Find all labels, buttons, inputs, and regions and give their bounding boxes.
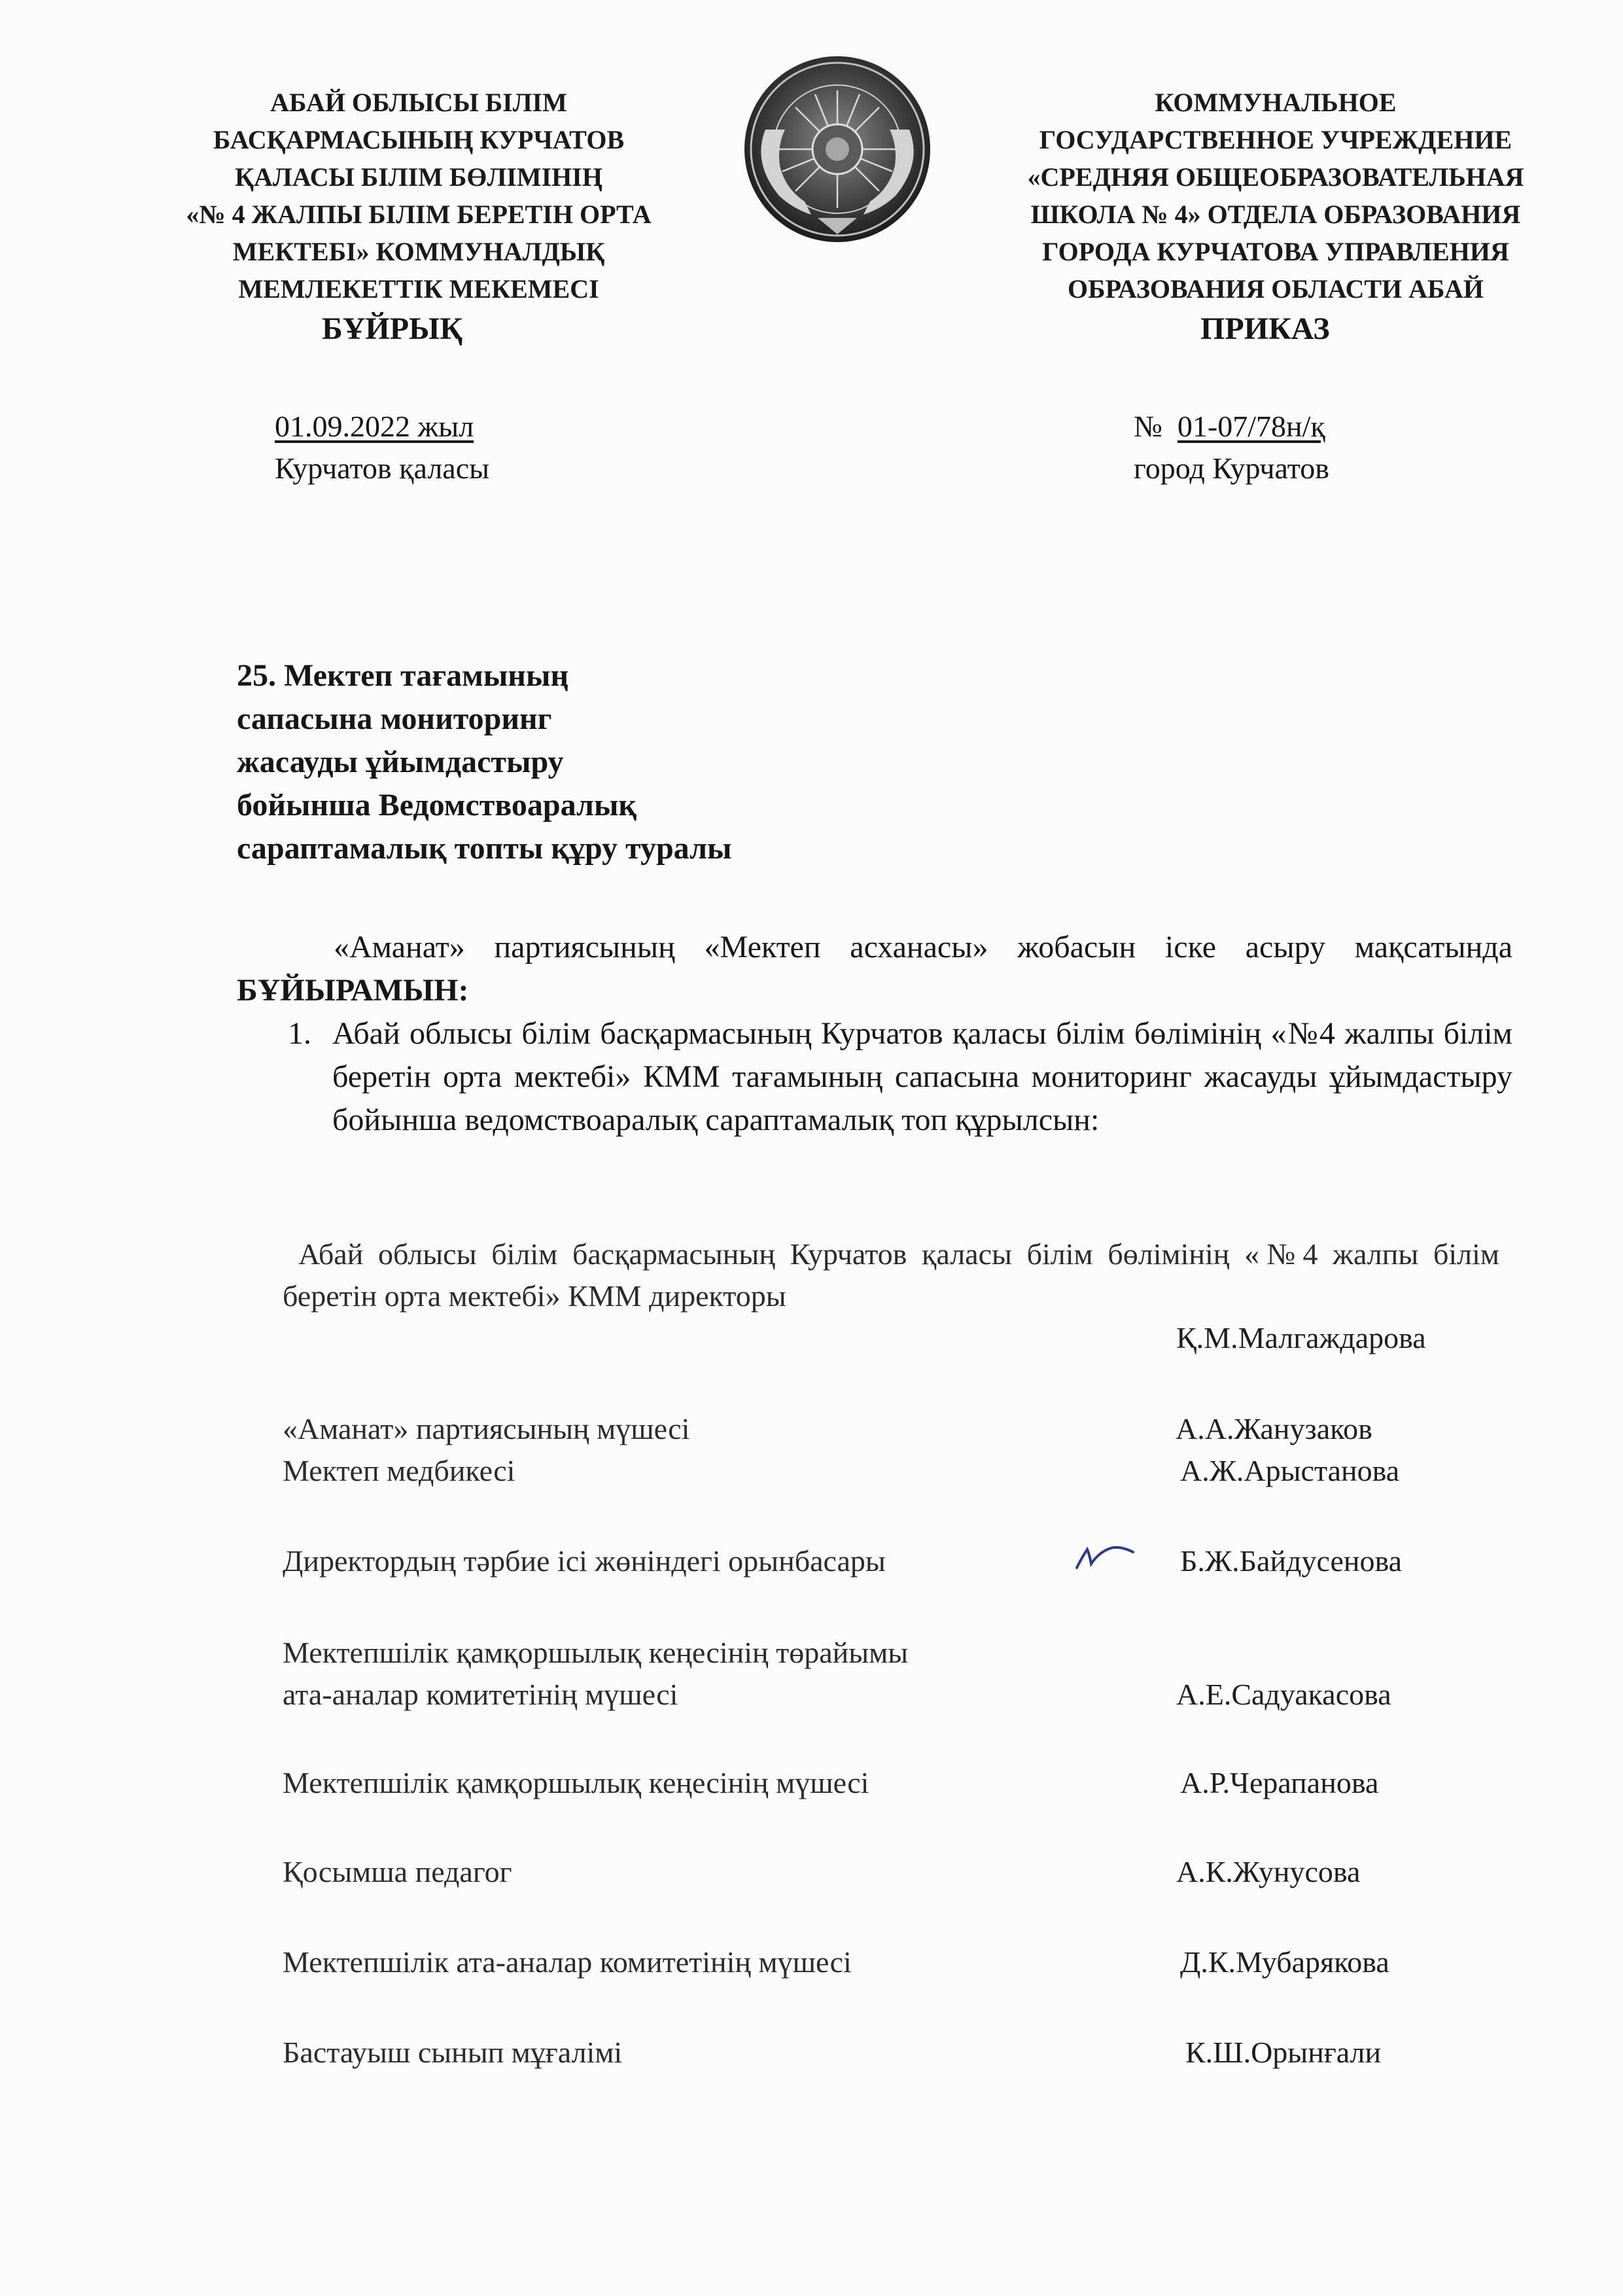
member-name: Қ.М.Малгаждарова: [1176, 1321, 1426, 1354]
member-position: Қосымша педагог: [283, 1855, 512, 1888]
intro-text: «Аманат» партиясының «Мектеп асханасы» жобасын іске асыру мақсатында: [334, 930, 1512, 964]
header-right-line: ШКОЛА № 4» ОТДЕЛА ОБРАЗОВАНИЯ: [1030, 200, 1521, 229]
header-left-line: ҚАЛАСЫ БІЛІМ БӨЛІМІНІҢ: [235, 162, 602, 192]
subject-line: 25. Мектеп тағамының: [237, 658, 569, 693]
doc-meta-right: [1134, 406, 1329, 489]
intro-order-word: БҰЙЫРАМЫН:: [237, 973, 469, 1008]
member-row: [283, 1450, 1512, 1492]
item-text: Абай облысы білім басқармасының Курчатов қаласы білім бөлімінің «№4 жалпы білім беретін орта мектебі» КММ тағамының сапасына мониторинг жасауды ұйымдастыру бойынша ведомствоаралық сараптамалық топ құрылсын:: [332, 1016, 1512, 1137]
member-row: [283, 1941, 1512, 1983]
order-subject: [237, 654, 731, 870]
member-row: [283, 1233, 1512, 1354]
member-name: А.А.Жанузаков: [1176, 1412, 1372, 1445]
intro-paragraph: [237, 926, 1512, 1012]
order-item-1: [288, 1012, 1512, 1142]
header-left-line: МЕКТЕБІ» КОММУНАЛДЫҚ: [232, 237, 605, 266]
member-position-text: Абай облысы білім басқармасының Курчатов қаласы білім бөлімінің «№4 жалпы білім беретін орта мектебі» КММ директоры: [283, 1237, 1499, 1313]
member-row: [283, 1408, 1512, 1450]
member-row: [283, 1540, 1512, 1582]
doc-number: 01-07/78н/қ: [1177, 410, 1325, 443]
member-position: [283, 1233, 1499, 1317]
doc-number-prefix: №: [1134, 410, 1162, 443]
header-right-line: ОБРАЗОВАНИЯ ОБЛАСТИ АБАЙ: [1068, 274, 1484, 304]
member-position-line1: Мектепшілік қамқоршылық кеңесінің төрайымы: [283, 1636, 909, 1669]
member-row: [283, 1851, 1512, 1893]
header-left-line: АБАЙ ОБЛЫСЫ БІЛІМ: [270, 88, 567, 117]
member-position: Директордың тәрбие ісі жөніндегі орынбасары: [283, 1544, 886, 1578]
member-name: А.Ж.Арыстанова: [1180, 1454, 1400, 1487]
member-name: А.Е.Садуакасова: [1176, 1678, 1391, 1711]
member-name: А.Р.Черапанова: [1180, 1766, 1379, 1799]
subject-line: бойынша Ведомствоаралық: [237, 788, 637, 822]
member-name: А.К.Жунусова: [1176, 1855, 1361, 1888]
state-emblem-icon: [739, 51, 935, 247]
doc-type-ru: ПРИКАЗ: [1200, 311, 1330, 346]
subject-line: жасауды ұйымдастыру: [237, 745, 564, 779]
doc-number-line: [1134, 406, 1329, 448]
header-right-line: ГОРОДА КУРЧАТОВА УПРАВЛЕНИЯ: [1042, 237, 1509, 266]
header-right-line: «СРЕДНЯЯ ОБЩЕОБРАЗОВАТЕЛЬНАЯ: [1027, 162, 1524, 192]
member-name: Д.К.Мубарякова: [1180, 1945, 1389, 1979]
header-right-org: [975, 84, 1577, 308]
header-left-line: «№ 4 ЖАЛПЫ БІЛІМ БЕРЕТІН ОРТА: [186, 200, 652, 229]
header-right-line: КОММУНАЛЬНОЕ: [1155, 88, 1397, 117]
member-position-line2: ата-аналар комитетінің мүшесі: [283, 1678, 678, 1711]
member-position: Мектепшілік қамқоршылық кеңесінің мүшесі: [283, 1766, 869, 1799]
member-row: [283, 2032, 1512, 2074]
header-left-org: [124, 84, 713, 308]
doc-type-kz: БҰЙРЫҚ: [322, 311, 462, 346]
subject-line: сараптамалық топты құру туралы: [237, 831, 732, 866]
header-left-line: БАСҚАРМАСЫНЫҢ КУРЧАТОВ: [213, 125, 625, 154]
member-row: [283, 1762, 1512, 1804]
subject-line: сапасына мониторинг: [237, 701, 552, 736]
member-position: Мектепшілік ата-аналар комитетінің мүшесі: [283, 1945, 852, 1979]
doc-city-ru: город Курчатов: [1134, 451, 1329, 485]
doc-meta-left: [275, 406, 489, 489]
header-right-line: ГОСУДАРСТВЕННОЕ УЧРЕЖДЕНИЕ: [1039, 125, 1512, 154]
header-left-line: МЕМЛЕКЕТТІК МЕКЕМЕСІ: [238, 274, 599, 304]
member-row: [283, 1632, 1512, 1716]
member-position: «Аманат» партиясының мүшесі: [283, 1412, 690, 1445]
member-position: Бастауыш сынып мұғалімі: [283, 2036, 623, 2069]
handwritten-mark-icon: [1073, 1538, 1138, 1577]
doc-city-kz: Курчатов қаласы: [275, 451, 490, 485]
member-name: К.Ш.Орынғали: [1185, 2036, 1382, 2069]
doc-date: 01.09.2022 жыл: [275, 410, 474, 443]
member-position: Мектеп медбикесі: [283, 1454, 515, 1487]
item-number: 1.: [288, 1016, 311, 1051]
member-name: Б.Ж.Байдусенова: [1180, 1544, 1403, 1578]
